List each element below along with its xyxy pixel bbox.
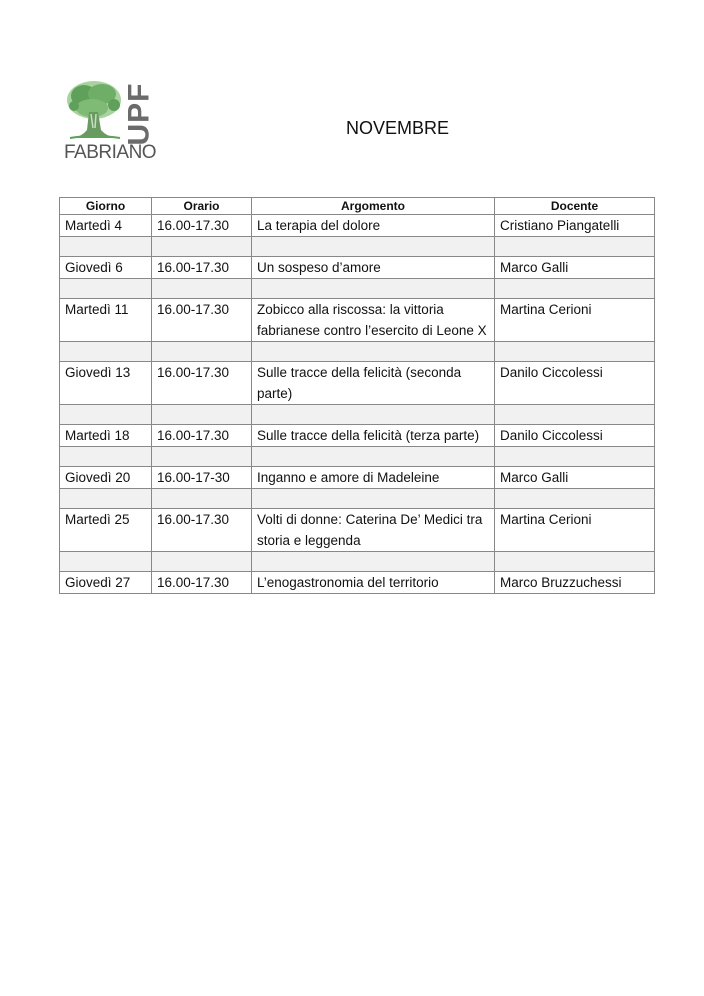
cell-orario: 16.00-17.30: [152, 215, 252, 237]
cell-argomento: Inganno e amore di Madeleine: [252, 467, 495, 489]
logo-upf-text: UPF: [122, 82, 155, 146]
column-header-docente: Docente: [495, 198, 655, 215]
cell-docente: Martina Cerioni: [495, 509, 655, 552]
table-row: [60, 467, 655, 489]
cell-orario: 16.00-17.30: [152, 425, 252, 447]
cell-giorno: Giovedì 20: [60, 467, 152, 489]
cell-argomento: La terapia del dolore: [252, 215, 495, 237]
spacer-row: [60, 342, 655, 362]
column-header-orario: Orario: [152, 198, 252, 215]
cell-giorno: Martedì 11: [60, 299, 152, 342]
cell-orario: 16.00-17.30: [152, 257, 252, 279]
spacer-row: [60, 279, 655, 299]
spacer-row: [60, 552, 655, 572]
table-row: [60, 509, 655, 552]
cell-orario: 16.00-17-30: [152, 467, 252, 489]
cell-giorno: Giovedì 27: [60, 572, 152, 594]
cell-argomento: Sulle tracce della felicità (terza parte): [252, 425, 495, 447]
cell-docente: Martina Cerioni: [495, 299, 655, 342]
page-title: NOVEMBRE: [346, 118, 450, 138]
spacer-row: [60, 405, 655, 425]
cell-orario: 16.00-17.30: [152, 509, 252, 552]
cell-docente: Cristiano Piangatelli: [495, 215, 655, 237]
upf-fabriano-logo: [64, 78, 160, 168]
cell-argomento: Un sospeso d’amore: [252, 257, 495, 279]
cell-argomento: L’enogastronomia del territorio: [252, 572, 495, 594]
cell-giorno: Giovedì 13: [60, 362, 152, 405]
cell-orario: 16.00-17.30: [152, 362, 252, 405]
cell-giorno: Giovedì 6: [60, 257, 152, 279]
schedule-table: [59, 197, 655, 594]
table-row: [60, 425, 655, 447]
cell-docente: Marco Galli: [495, 257, 655, 279]
cell-argomento: Zobicco alla riscossa: la vittoria fabrianese contro l’esercito di Leone X: [252, 299, 495, 342]
cell-giorno: Martedì 25: [60, 509, 152, 552]
table-row: [60, 572, 655, 594]
spacer-row: [60, 447, 655, 467]
cell-argomento: Volti di donne: Caterina De’ Medici tra storia e leggenda: [252, 509, 495, 552]
table-row: [60, 362, 655, 405]
cell-docente: Danilo Ciccolessi: [495, 362, 655, 405]
cell-giorno: Martedì 4: [60, 215, 152, 237]
cell-docente: Marco Galli: [495, 467, 655, 489]
cell-orario: 16.00-17.30: [152, 572, 252, 594]
table-row: [60, 257, 655, 279]
column-header-giorno: Giorno: [60, 198, 152, 215]
logo-fabriano-text: FABRIANO: [64, 142, 157, 163]
spacer-row: [60, 489, 655, 509]
cell-argomento: Sulle tracce della felicità (seconda parte): [252, 362, 495, 405]
column-header-argomento: Argomento: [252, 198, 495, 215]
cell-docente: Marco Bruzzuchessi: [495, 572, 655, 594]
cell-docente: Danilo Ciccolessi: [495, 425, 655, 447]
spacer-row: [60, 237, 655, 257]
cell-orario: 16.00-17.30: [152, 299, 252, 342]
table-row: [60, 299, 655, 342]
table-header-row: [60, 198, 655, 215]
tree-icon: [64, 78, 126, 144]
table-row: [60, 215, 655, 237]
cell-giorno: Martedì 18: [60, 425, 152, 447]
